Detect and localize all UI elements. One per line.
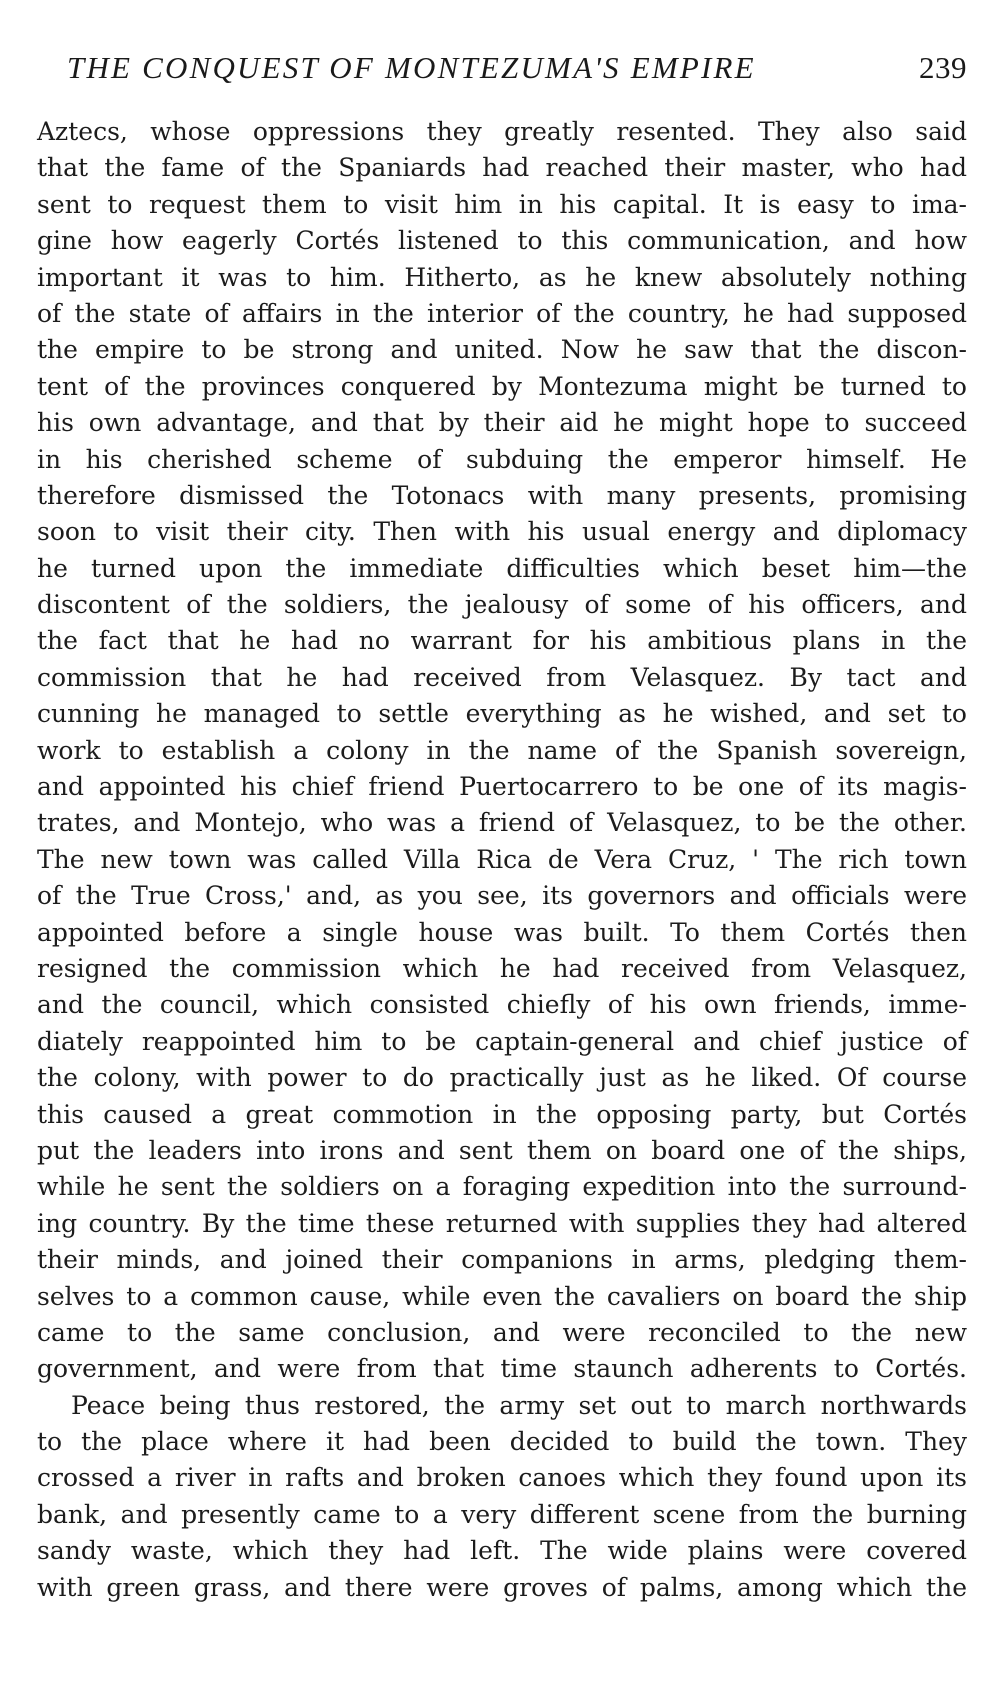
text-line: that the fame of the Spaniards had reached their master, who had: [37, 153, 967, 183]
text-line: their minds, and joined their companions in arms, pledging them-: [37, 1245, 967, 1275]
running-head: [37, 50, 967, 90]
text-line: he turned upon the immediate difficulties which beset him—the: [37, 553, 967, 583]
running-head-title: THE CONQUEST OF MONTEZUMA'S EMPIRE: [67, 50, 756, 85]
text-line: important it was to him. Hitherto, as he knew absolutely nothing: [37, 262, 967, 292]
text-line: of the True Cross,' and, as you see, its governors and officials were: [37, 881, 967, 911]
text-line: tent of the provinces conquered by Montezuma might be turned to: [37, 371, 967, 401]
text-line: while he sent the soldiers on a foraging expedition into the surround-: [37, 1172, 967, 1202]
text-line: of the state of affairs in the interior of the country, he had supposed: [37, 298, 967, 328]
text-line: the fact that he had no warrant for his ambitious plans in the: [37, 626, 967, 656]
text-line: sent to request them to visit him in his capital. It is easy to ima-: [37, 189, 967, 219]
text-line: came to the same conclusion, and were reconciled to the new: [37, 1317, 967, 1347]
text-line: Peace being thus restored, the army set out to march northwards: [71, 1390, 967, 1420]
text-line: The new town was called Villa Rica de Vera Cruz, ' The rich town: [37, 844, 967, 874]
text-line: bank, and presently came to a very different scene from the burning: [37, 1499, 967, 1529]
text-line: gine how eagerly Cortés listened to this communication, and how: [37, 226, 967, 256]
text-line: diately reappointed him to be captain-general and chief justice of: [37, 1026, 967, 1056]
text-line: put the leaders into irons and sent them on board one of the ships,: [37, 1135, 967, 1165]
text-line: the empire to be strong and united. Now he saw that the discon-: [37, 335, 967, 365]
text-line: with green grass, and there were groves of palms, among which the: [37, 1572, 967, 1602]
text-line: discontent of the soldiers, the jealousy of some of his officers, and: [37, 590, 967, 620]
text-line: in his cherished scheme of subduing the emperor himself. He: [37, 444, 967, 474]
text-line: crossed a river in rafts and broken canoes which they found upon its: [37, 1463, 967, 1493]
text-line: and appointed his chief friend Puertocarrero to be one of its magis-: [37, 772, 967, 802]
text-line: commission that he had received from Velasquez. By tact and: [37, 662, 967, 692]
text-line: appointed before a single house was built. To them Cortés then: [37, 917, 967, 947]
text-line: Aztecs, whose oppressions they greatly resented. They also said: [37, 117, 967, 146]
text-line: to the place where it had been decided to build the town. They: [37, 1427, 967, 1457]
text-line: work to establish a colony in the name of the Spanish sovereign,: [37, 735, 967, 765]
paragraph: [37, 1388, 967, 1606]
page-number: 239: [919, 50, 967, 85]
text-line: resigned the commission which he had received from Velasquez,: [37, 953, 967, 983]
text-line: government, and were from that time staunch adherents to Cortés.: [37, 1354, 967, 1384]
text-line: therefore dismissed the Totonacs with many presents, promising: [37, 480, 967, 510]
body-text: [37, 114, 967, 1606]
text-line: his own advantage, and that by their aid he might hope to succeed: [37, 408, 967, 438]
text-line: selves to a common cause, while even the cavaliers on board the ship: [37, 1281, 967, 1311]
paragraph: [37, 114, 967, 1388]
text-line: trates, and Montejo, who was a friend of Velasquez, to be the other.: [37, 808, 967, 838]
text-line: cunning he managed to settle everything as he wished, and set to: [37, 699, 967, 729]
text-line: ing country. By the time these returned with supplies they had altered: [37, 1208, 967, 1238]
book-page: [37, 50, 967, 1606]
text-line: and the council, which consisted chiefly of his own friends, imme-: [37, 990, 967, 1020]
text-line: soon to visit their city. Then with his usual energy and diplomacy: [37, 517, 967, 547]
text-line: this caused a great commotion in the opposing party, but Cortés: [37, 1099, 967, 1129]
text-line: the colony, with power to do practically just as he liked. Of course: [37, 1063, 967, 1093]
text-line: sandy waste, which they had left. The wide plains were covered: [37, 1536, 967, 1566]
